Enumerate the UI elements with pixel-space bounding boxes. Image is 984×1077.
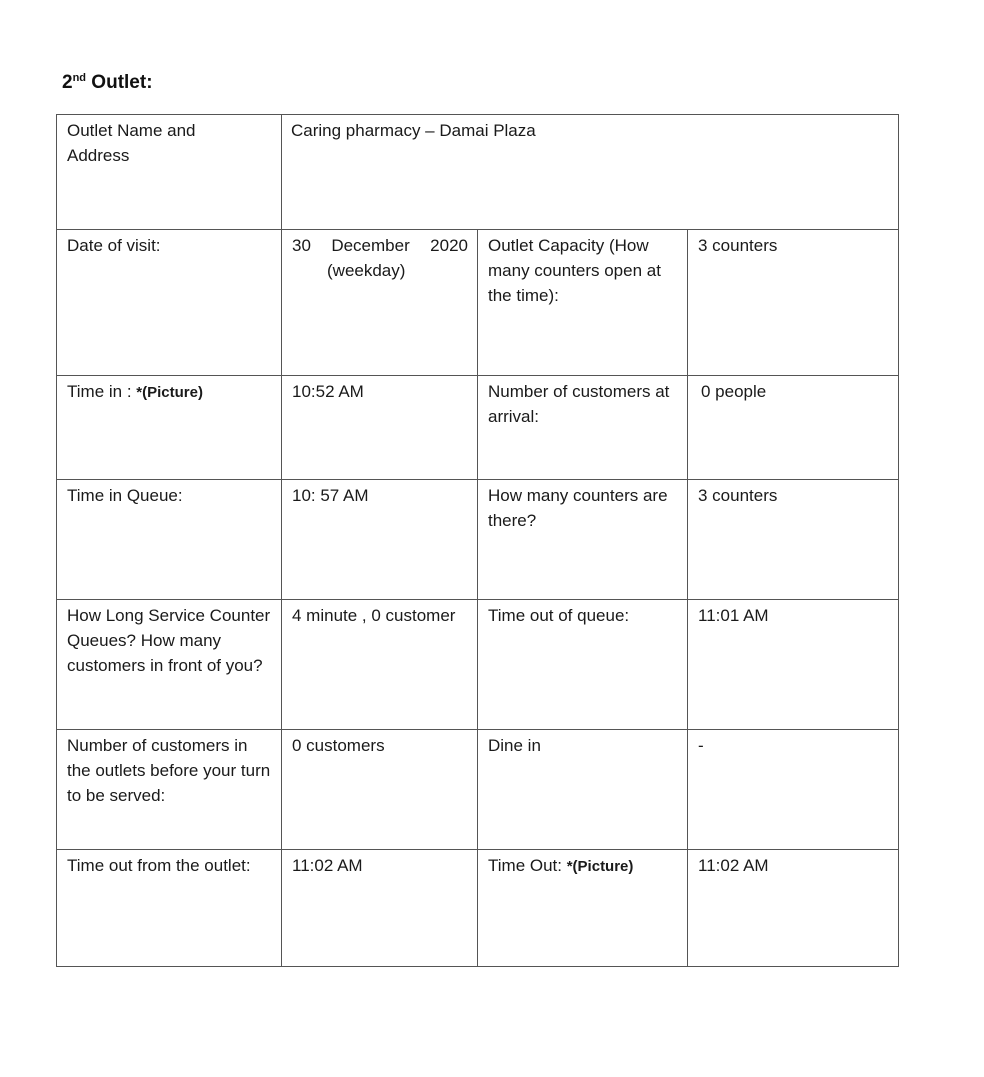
capacity-value: 3 counters [698,236,778,255]
before-turn-label-cell [57,730,282,850]
customers-arrival-label: Number of customers at arrival: [488,382,670,426]
time-in-label-cell [57,376,282,480]
service-label-cell [57,600,282,730]
outlet-name-value-cell [282,115,899,230]
queue-out-value: 11:01 AM [698,606,769,625]
time-out-picture-tag: *(Picture) [566,858,634,875]
counters-label: How many counters are there? [488,486,668,530]
counters-value-cell [688,480,899,600]
customers-arrival-value: 0 people [701,382,767,401]
queue-out-label: Time out of queue: [488,606,630,625]
outlet-name-label-cell [57,115,282,230]
outlet-name-label-line2: Address [67,146,130,165]
time-out-label: Time out from the outlet: [67,856,251,875]
row-time-in-queue [57,480,899,600]
capacity-value-cell [688,230,899,376]
outlet-visit-table [56,114,899,967]
section-heading [62,72,153,94]
capacity-label-cell [478,230,688,376]
dine-in-value: - [698,736,704,755]
date-year: 2020 [430,236,468,255]
time-out-value-cell [282,850,478,967]
time-in-picture-tag: *(Picture) [136,384,203,401]
row-time-in [57,376,899,480]
before-turn-value-cell [282,730,478,850]
time-out-value: 11:02 AM [292,856,363,875]
row-time-out [57,850,899,967]
queue-out-label-cell [478,600,688,730]
time-out-picture-label: Time Out: [488,856,567,875]
capacity-label: Outlet Capacity (How many counters open at the time): [488,236,661,305]
date-value-cell [282,230,478,376]
queue-value: 10: 57 AM [292,486,369,505]
date-day-type: (weekday) [327,261,406,280]
outlet-name-label-line1: Outlet Name and [67,121,196,140]
dine-in-label: Dine in [488,736,541,755]
time-out-picture-value-cell [688,850,899,967]
customers-arrival-value-cell [688,376,899,480]
queue-label: Time in Queue: [67,486,183,505]
dine-in-value-cell [688,730,899,850]
dine-in-label-cell [478,730,688,850]
date-label-cell [57,230,282,376]
service-value-cell [282,600,478,730]
date-day: 30 [292,236,311,255]
time-out-label-cell [57,850,282,967]
service-value: 4 minute , 0 customer [292,606,456,625]
outlet-name-value: Caring pharmacy – Damai Plaza [291,121,536,140]
time-in-value: 10:52 AM [292,382,364,401]
before-turn-label: Number of customers in the outlets before your turn to be served: [67,736,271,805]
before-turn-value: 0 customers [292,736,385,755]
row-date [57,230,899,376]
heading-ordinal-suffix: nd [72,72,87,84]
row-service-queue [57,600,899,730]
time-out-picture-label-cell [478,850,688,967]
counters-label-cell [478,480,688,600]
customers-arrival-label-cell [478,376,688,480]
date-value-line [292,233,468,258]
time-out-picture-value: 11:02 AM [698,856,769,875]
heading-ordinal: 2 [62,72,73,93]
counters-value: 3 counters [698,486,778,505]
queue-value-cell [282,480,478,600]
row-outlet-name [57,115,899,230]
date-month: December [331,236,410,255]
service-label: How Long Service Counter Queues? How many customers in front of you? [67,606,271,675]
row-customers-before-turn [57,730,899,850]
heading-label: Outlet: [86,72,153,93]
time-in-value-cell [282,376,478,480]
date-label: Date of visit: [67,236,161,255]
queue-out-value-cell [688,600,899,730]
queue-label-cell [57,480,282,600]
time-in-label: Time in : [67,382,137,401]
